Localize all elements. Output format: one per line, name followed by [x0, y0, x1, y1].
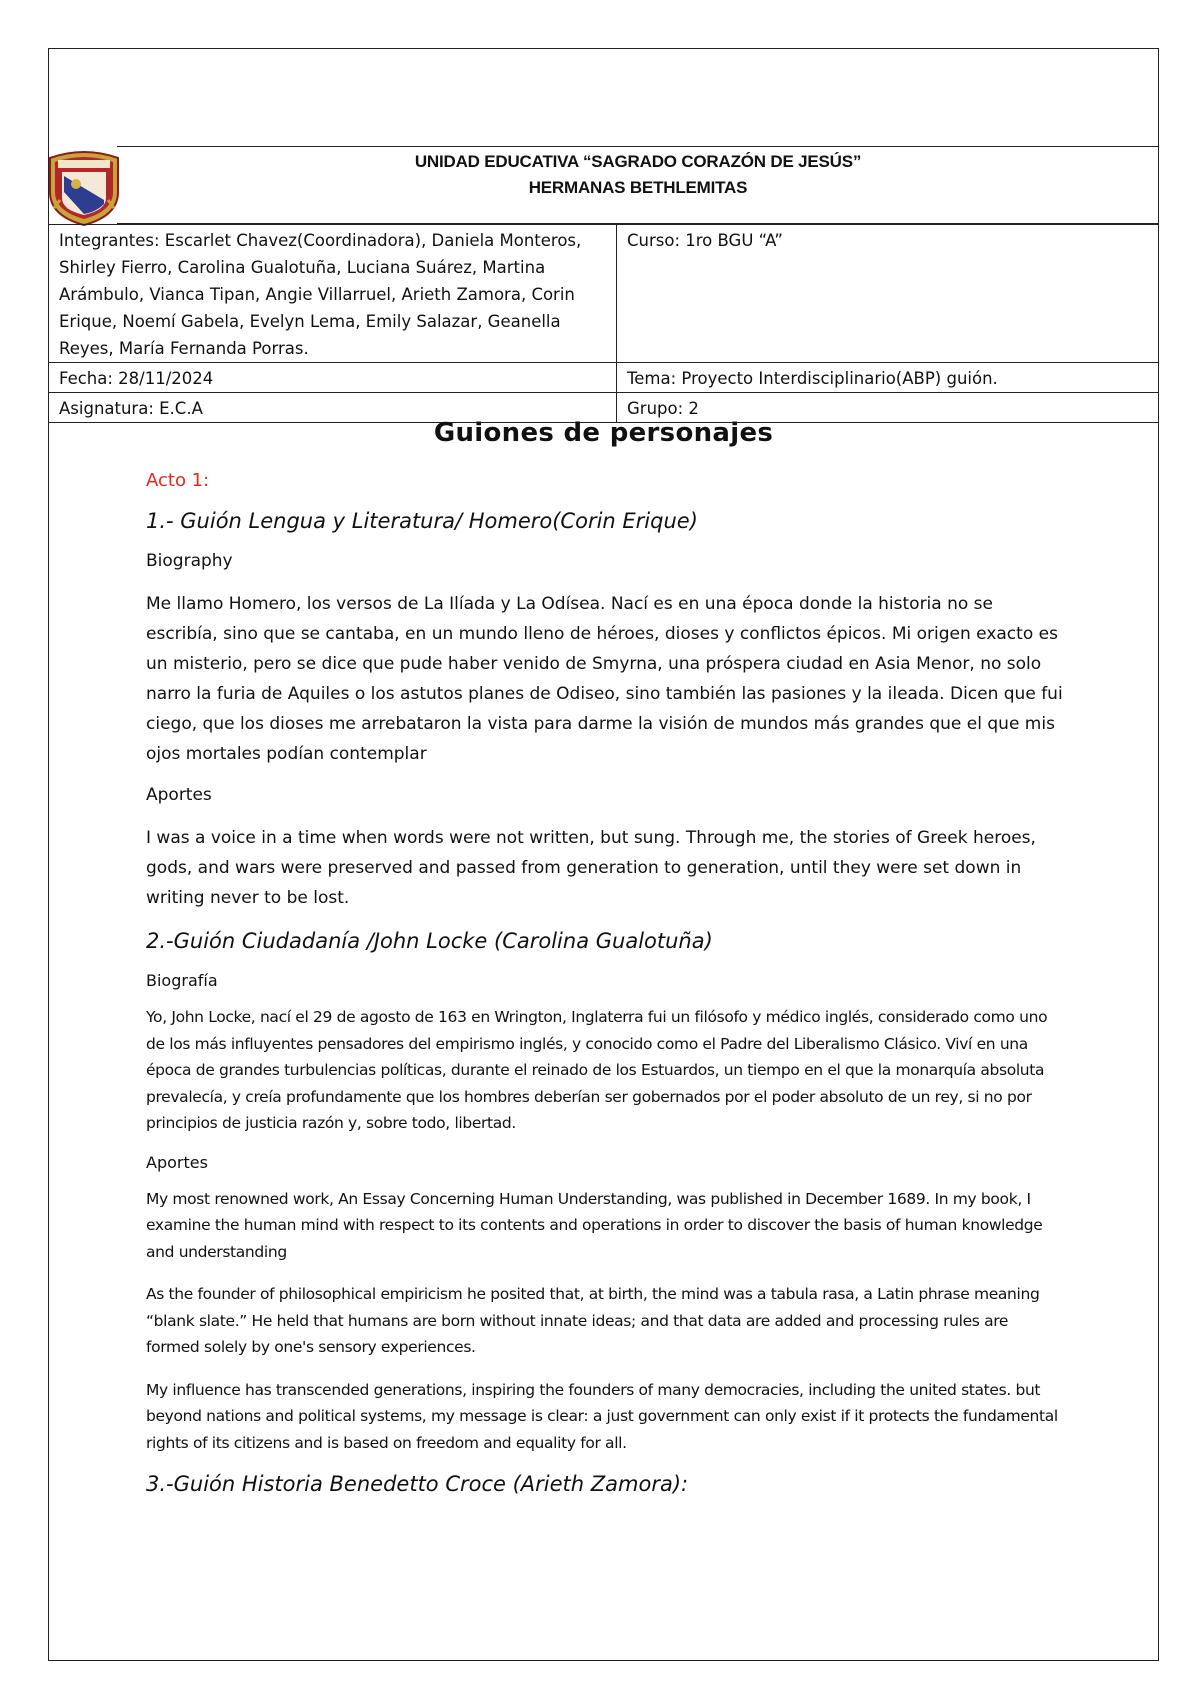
- section-1-bio-label: Biography: [146, 551, 233, 571]
- section-1-heading: 1.- Guión Lengua y Literatura/ Homero(Corin Erique): [146, 509, 698, 533]
- section-2-bio-label: Biografía: [146, 971, 218, 990]
- act-1-label: Acto 1:: [146, 470, 210, 491]
- section-2-aportes-label: Aportes: [146, 1152, 208, 1172]
- document-body: [146, 470, 1066, 1514]
- course-cell: Curso: 1ro BGU “A”: [617, 225, 1159, 363]
- section-1-aportes-text: I was a voice in a time when words were not written, but sung. Through me, the stories of Greek heroes, gods, and wars were preserved and passed from generation to generation, until they were set down in writing never to be lost.: [146, 828, 1036, 908]
- members-cell: Integrantes: Escarlet Chavez(Coordinadora), Daniela Monteros, Shirley Fierro, Carolina Gualotuña, Luciana Suárez, Martina Arámbulo, Vianca Tipan, Angie Villarruel, Arieth Zamora, Corin Erique, Noemí Gabela, Evelyn Lema, Emily Salazar, Geanella Reyes, María Fernanda Porras.: [49, 225, 617, 363]
- date-cell: Fecha: 28/11/2024: [49, 363, 617, 393]
- section-2-aportes-text-3: My influence has transcended generations, inspiring the founders of many democracies, including the united states. but beyond nations and political systems, my message is clear: a just government can only exist if it protects the fundamental rights of its citizens and is based on freedom and equality for all.: [146, 1380, 1058, 1452]
- info-table: [48, 224, 1159, 423]
- school-name: UNIDAD EDUCATIVA “SAGRADO CORAZÓN DE JESÚS”: [414, 152, 862, 171]
- section-2-bio-text: Yo, John Locke, nací el 29 de agosto de 163 en Wrington, Inglaterra fui un filósofo y médico inglés, considerado como uno de los más influyentes pensadores del empirismo inglés, y conocido como el Padre del Liberalismo Clásico. Viví en una época de grandes turbulencias políticas, durante el reinado de los Estuardos, un tiempo en el que la monarquía absoluta prevalecía, y creía profundamente que los hombres deberían ser gobernados por el poder absoluto de un rey, si no por principios de justicia razón y, sobre todo, libertad.: [146, 1008, 1048, 1132]
- school-crest-logo: [46, 148, 122, 226]
- info-row-date: [49, 363, 1159, 393]
- subject-cell: Asignatura: E.C.A: [49, 393, 617, 423]
- section-2-aportes-text-1: My most renowned work, An Essay Concerning Human Understanding, was published in December 1689. In my book, I examine the human mind with respect to its contents and operations in order to discover the basis of human knowledge and understanding: [146, 1189, 1043, 1261]
- topic-cell: Tema: Proyecto Interdisciplinario(ABP) guión.: [617, 363, 1159, 393]
- group-cell: Grupo: 2: [617, 393, 1159, 423]
- info-row-members: [49, 225, 1159, 363]
- document-title: Guiones de personajes: [433, 418, 774, 448]
- section-1-aportes-label: Aportes: [146, 785, 212, 805]
- section-3-heading: 3.-Guión Historia Benedetto Croce (Arieth Zamora):: [146, 1472, 689, 1496]
- section-2-aportes-text-2: As the founder of philosophical empiricism he posited that, at birth, the mind was a tabula rasa, a Latin phrase meaning “blank slate.” He held that humans are born without innate ideas; and that data are added and processing rules are formed solely by one's sensory experiences.: [146, 1285, 1040, 1356]
- section-1-bio-text: Me llamo Homero, los versos de La Ilíada y La Odísea. Nací es en una época donde la historia no se escribía, sino que se cantaba, en un mundo lleno de héroes, dioses y conflictos épicos. Mi origen exacto es un misterio, pero se dice que pude haber venido de Smyrna, una próspera ciudad en Asia Menor, no solo narro la furia de Aquiles o los astutos planes de Odiseo, sino también las pasiones y la ileada. Dicen que fui ciego, que los dioses me arrebataron la vista para darme la visión de mundos más grandes que el que mis ojos mortales podían contemplar: [146, 594, 1063, 764]
- school-order: HERMANAS BETHLEMITAS: [528, 178, 748, 197]
- section-2-heading: 2.-Guión Ciudadanía /John Locke (Carolina Gualotuña): [146, 929, 713, 953]
